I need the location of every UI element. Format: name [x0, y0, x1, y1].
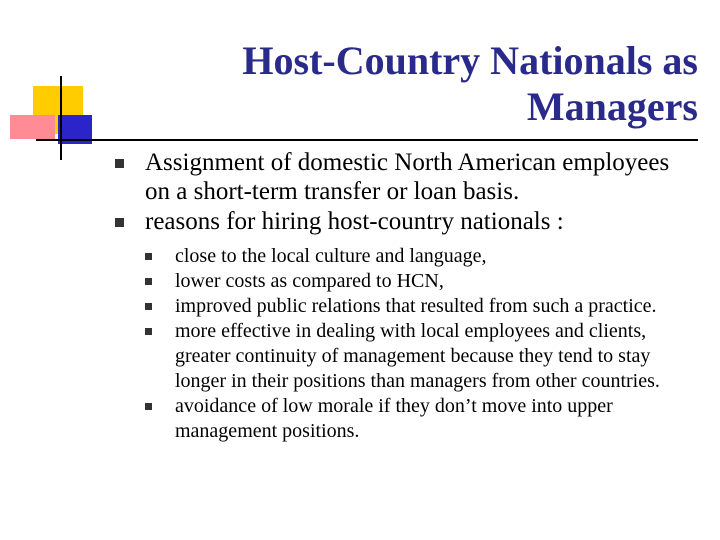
bullet-item: [0, 207, 720, 444]
sub-bullet-list: [145, 244, 698, 444]
sub-bullet-item: [145, 394, 698, 444]
square-bullet-icon: [145, 253, 152, 260]
slide-title: [158, 38, 698, 130]
bullet-text: Assignment of domestic North American employees on a short-term transfer or loan basis.: [145, 149, 670, 205]
square-bullet-icon: [145, 403, 152, 410]
decorative-logo: [0, 0, 140, 170]
sub-bullet-item: [145, 294, 698, 319]
title-underline: [36, 139, 698, 141]
bullet-item: [0, 148, 720, 206]
sub-bullet-text: improved public relations that resulted from such a practice.: [175, 295, 657, 317]
sub-bullet-item: [145, 244, 698, 269]
sub-bullet-text: more effective in dealing with local employees and clients, greater continuity of management because they tend to stay longer in their positions than managers from other countries.: [175, 320, 660, 392]
square-bullet-icon: [115, 218, 124, 227]
bullet-list: [0, 148, 720, 444]
bullet-text: reasons for hiring host-country nationals :: [145, 208, 564, 235]
square-bullet-icon: [145, 278, 152, 285]
square-bullet-icon: [115, 159, 124, 168]
sub-bullet-text: close to the local culture and language,: [175, 245, 487, 267]
sub-bullet-item: [145, 269, 698, 294]
logo-pink-square: [10, 115, 55, 139]
square-bullet-icon: [145, 328, 152, 335]
slide-title-line-2: Managers: [526, 84, 698, 129]
sub-bullet-text: avoidance of low morale if they don’t move into upper management positions.: [175, 395, 613, 442]
sub-bullet-item: [145, 319, 698, 394]
square-bullet-icon: [145, 303, 152, 310]
slide-title-line-1: Host-Country Nationals as: [242, 38, 698, 83]
sub-bullet-text: lower costs as compared to HCN,: [175, 270, 444, 292]
